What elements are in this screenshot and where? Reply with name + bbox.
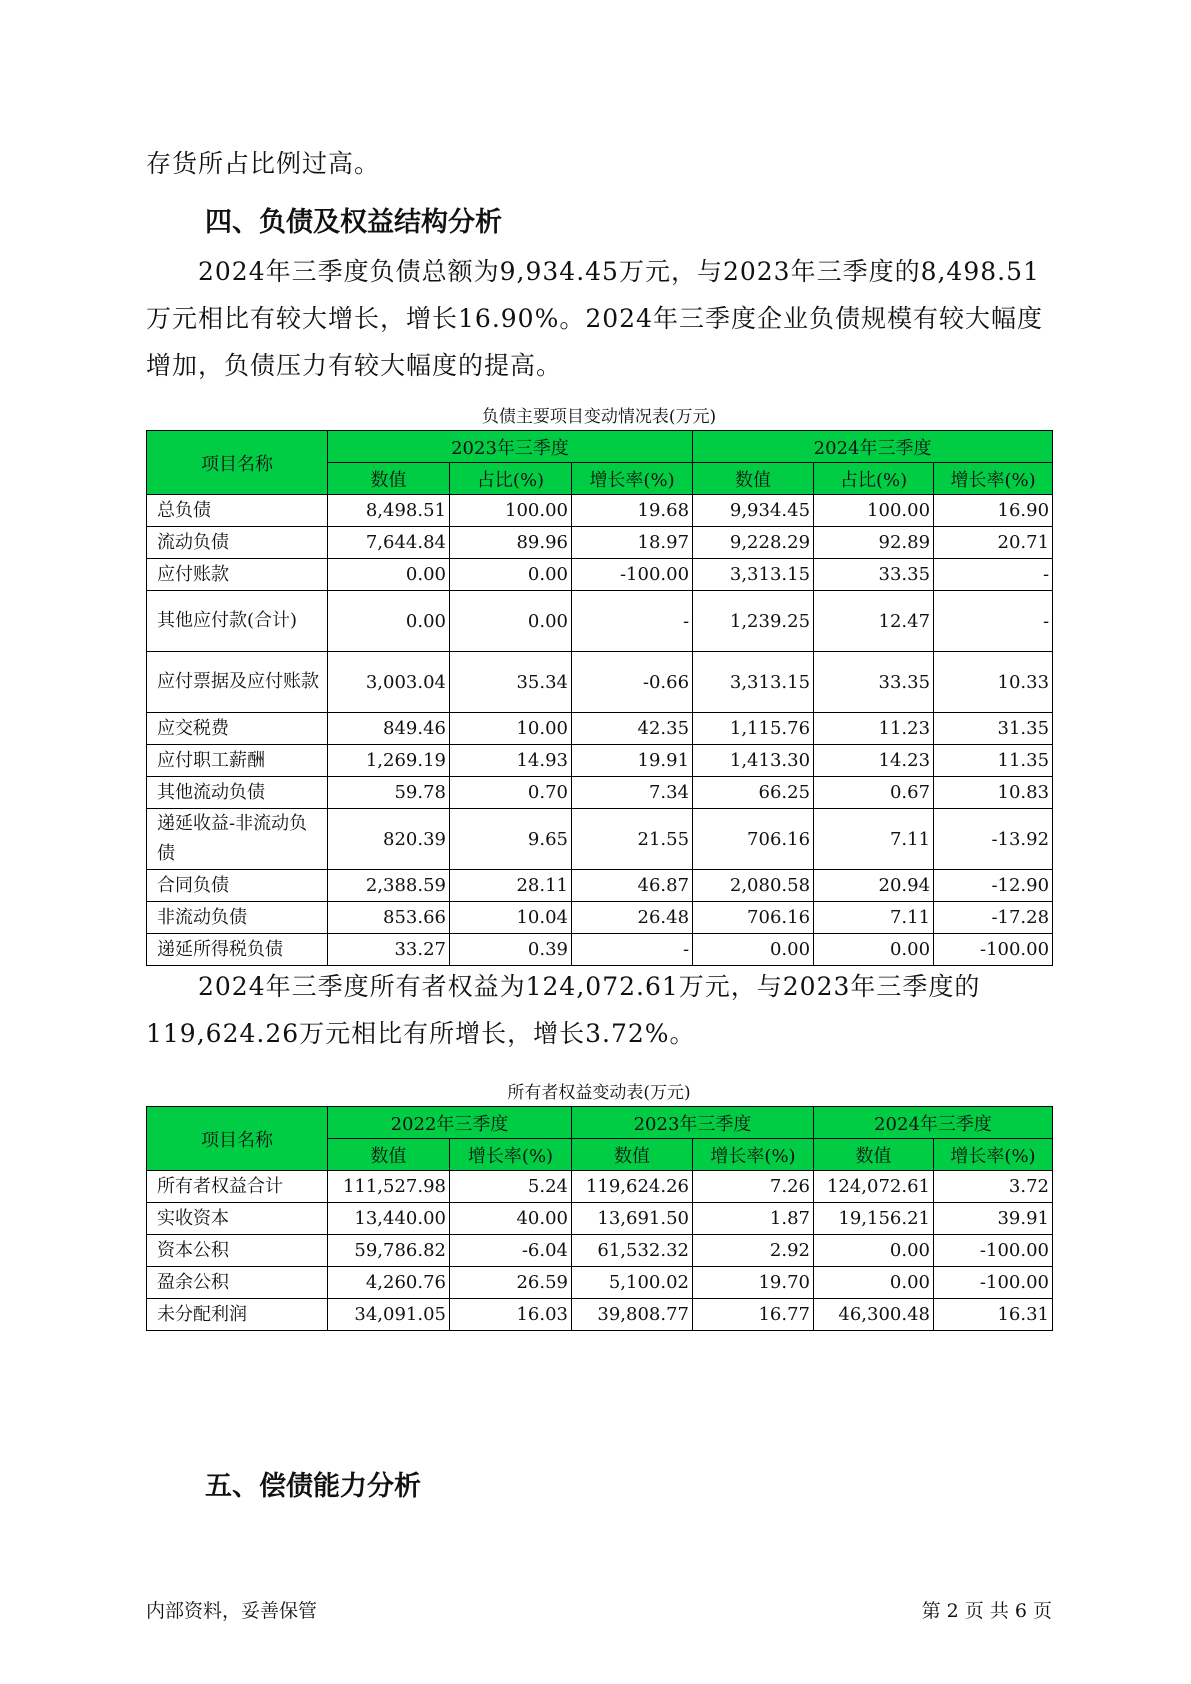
value-cell: 849.46 [328, 713, 450, 745]
value-cell: 59,786.82 [328, 1235, 450, 1267]
value-cell: 0.67 [814, 777, 934, 809]
equity-period-header: 2022年三季度 [328, 1107, 572, 1139]
liabilities-table-body [147, 495, 1053, 966]
value-cell: 16.90 [934, 495, 1053, 527]
row-label-cell: 应付账款 [147, 559, 328, 591]
row-label-cell: 应交税费 [147, 713, 328, 745]
value-cell: 13,691.50 [572, 1203, 693, 1235]
liabilities-header-row-periods [147, 431, 1053, 463]
value-cell: - [572, 591, 693, 652]
value-cell: 7.26 [693, 1171, 814, 1203]
value-cell: 7.34 [572, 777, 693, 809]
value-cell: 14.93 [450, 745, 572, 777]
value-cell: 16.03 [450, 1299, 572, 1331]
liabilities-subheader: 占比(%) [814, 463, 934, 495]
row-label-cell: 盈余公积 [147, 1267, 328, 1299]
liabilities-paragraph: 2024年三季度负债总额为9,934.45万元，与2023年三季度的8,498.51万元相比有较大增长，增长16.90%。2024年三季度企业负债规模有较大幅度增加，负债压力有较大幅度的提高。 [146, 257, 1043, 380]
value-cell: 21.55 [572, 809, 693, 870]
value-cell: 59.78 [328, 777, 450, 809]
row-label-cell: 递延所得税负债 [147, 934, 328, 966]
row-label-cell: 应付职工薪酬 [147, 745, 328, 777]
value-cell: 1,239.25 [693, 591, 814, 652]
value-cell: 0.00 [814, 1267, 934, 1299]
section-heading-solvency: 五、偿债能力分析 [205, 1471, 421, 1502]
equity-table-row [147, 1267, 1053, 1299]
value-cell: 20.71 [934, 527, 1053, 559]
value-cell: 13,440.00 [328, 1203, 450, 1235]
value-cell: 10.00 [450, 713, 572, 745]
value-cell: -100.00 [934, 1235, 1053, 1267]
value-cell: 100.00 [814, 495, 934, 527]
value-cell: 16.31 [934, 1299, 1053, 1331]
value-cell: 3,313.15 [693, 559, 814, 591]
value-cell: 31.35 [934, 713, 1053, 745]
row-label-cell: 总负债 [147, 495, 328, 527]
equity-header-row-periods [147, 1107, 1053, 1139]
row-label-cell: 资本公积 [147, 1235, 328, 1267]
value-cell: 19.68 [572, 495, 693, 527]
row-label-cell: 所有者权益合计 [147, 1171, 328, 1203]
value-cell: 0.00 [814, 1235, 934, 1267]
value-cell: 3,003.04 [328, 652, 450, 713]
equity-name-header: 项目名称 [147, 1107, 328, 1171]
equity-subheader: 增长率(%) [934, 1139, 1053, 1171]
value-cell: 8,498.51 [328, 495, 450, 527]
value-cell: - [934, 559, 1053, 591]
liabilities-table-row [147, 527, 1053, 559]
value-cell: 12.47 [814, 591, 934, 652]
value-cell: 5.24 [450, 1171, 572, 1203]
value-cell: 1.87 [693, 1203, 814, 1235]
value-cell: 18.97 [572, 527, 693, 559]
liabilities-subheader: 数值 [693, 463, 814, 495]
equity-table-body [147, 1171, 1053, 1331]
value-cell: 5,100.02 [572, 1267, 693, 1299]
equity-table-row [147, 1203, 1053, 1235]
value-cell: 119,624.26 [572, 1171, 693, 1203]
intro-line: 存货所占比例过高。 [146, 149, 381, 178]
value-cell: 1,115.76 [693, 713, 814, 745]
liabilities-table-row [147, 745, 1053, 777]
value-cell: -6.04 [450, 1235, 572, 1267]
row-label-cell: 递延收益-非流动负债 [147, 809, 328, 870]
value-cell: 124,072.61 [814, 1171, 934, 1203]
value-cell: 0.39 [450, 934, 572, 966]
liabilities-subheader: 增长率(%) [572, 463, 693, 495]
value-cell: 33.27 [328, 934, 450, 966]
value-cell: 0.00 [693, 934, 814, 966]
value-cell: 46,300.48 [814, 1299, 934, 1331]
value-cell: 19.91 [572, 745, 693, 777]
value-cell: 0.00 [814, 934, 934, 966]
liabilities-subheader: 数值 [328, 463, 450, 495]
value-cell: -12.90 [934, 870, 1053, 902]
row-label-cell: 流动负债 [147, 527, 328, 559]
value-cell: -13.92 [934, 809, 1053, 870]
value-cell: 40.00 [450, 1203, 572, 1235]
value-cell: -100.00 [934, 1267, 1053, 1299]
value-cell: - [572, 934, 693, 966]
row-label-cell: 实收资本 [147, 1203, 328, 1235]
value-cell: 11.23 [814, 713, 934, 745]
value-cell: 16.77 [693, 1299, 814, 1331]
equity-table-caption: 所有者权益变动表(万元) [507, 1083, 691, 1103]
value-cell: 35.34 [450, 652, 572, 713]
liabilities-table-row [147, 777, 1053, 809]
liabilities-table-row [147, 652, 1053, 713]
value-cell: -100.00 [572, 559, 693, 591]
liabilities-table-row [147, 495, 1053, 527]
value-cell: 100.00 [450, 495, 572, 527]
value-cell: 9,934.45 [693, 495, 814, 527]
equity-paragraph: 2024年三季度所有者权益为124,072.61万元，与2023年三季度的119,624.26万元相比有所增长，增长3.72%。 [146, 972, 981, 1048]
value-cell: 3,313.15 [693, 652, 814, 713]
value-cell: 2,388.59 [328, 870, 450, 902]
equity-table-row [147, 1171, 1053, 1203]
row-label-cell: 非流动负债 [147, 902, 328, 934]
row-label-cell: 其他应付款(合计) [147, 591, 328, 652]
value-cell: 706.16 [693, 902, 814, 934]
value-cell: 853.66 [328, 902, 450, 934]
liabilities-table-row [147, 934, 1053, 966]
value-cell: 42.35 [572, 713, 693, 745]
value-cell: 111,527.98 [328, 1171, 450, 1203]
value-cell: 92.89 [814, 527, 934, 559]
value-cell: 26.59 [450, 1267, 572, 1299]
equity-subheader: 数值 [328, 1139, 450, 1171]
value-cell: 7,644.84 [328, 527, 450, 559]
row-label-cell: 应付票据及应付账款 [147, 652, 328, 713]
equity-table-row [147, 1299, 1053, 1331]
liabilities-table-row [147, 591, 1053, 652]
liabilities-subheader: 占比(%) [450, 463, 572, 495]
value-cell: 26.48 [572, 902, 693, 934]
row-label-cell: 未分配利润 [147, 1299, 328, 1331]
liabilities-table [146, 430, 1053, 966]
value-cell: 0.00 [328, 559, 450, 591]
value-cell: 2,080.58 [693, 870, 814, 902]
value-cell: 14.23 [814, 745, 934, 777]
value-cell: -17.28 [934, 902, 1053, 934]
value-cell: 4,260.76 [328, 1267, 450, 1299]
value-cell: 34,091.05 [328, 1299, 450, 1331]
liabilities-table-row [147, 809, 1053, 870]
liabilities-table-row [147, 713, 1053, 745]
value-cell: 1,269.19 [328, 745, 450, 777]
liabilities-period-header: 2024年三季度 [693, 431, 1053, 463]
value-cell: 33.35 [814, 559, 934, 591]
value-cell: 7.11 [814, 809, 934, 870]
value-cell: 28.11 [450, 870, 572, 902]
equity-subheader: 数值 [814, 1139, 934, 1171]
section-heading-liabilities: 四、负债及权益结构分析 [205, 207, 502, 238]
liabilities-period-header: 2023年三季度 [328, 431, 693, 463]
value-cell: 19.70 [693, 1267, 814, 1299]
equity-subheader: 增长率(%) [693, 1139, 814, 1171]
value-cell: 39.91 [934, 1203, 1053, 1235]
liabilities-name-header: 项目名称 [147, 431, 328, 495]
equity-table-row [147, 1235, 1053, 1267]
value-cell: 10.83 [934, 777, 1053, 809]
liabilities-table-row [147, 870, 1053, 902]
value-cell: 0.00 [328, 591, 450, 652]
value-cell: 9,228.29 [693, 527, 814, 559]
equity-period-header: 2024年三季度 [814, 1107, 1053, 1139]
liabilities-table-caption: 负债主要项目变动情况表(万元) [481, 407, 717, 427]
value-cell: 10.33 [934, 652, 1053, 713]
row-label-cell: 其他流动负债 [147, 777, 328, 809]
value-cell: 39,808.77 [572, 1299, 693, 1331]
liabilities-subheader: 增长率(%) [934, 463, 1053, 495]
value-cell: 10.04 [450, 902, 572, 934]
value-cell: 33.35 [814, 652, 934, 713]
row-label-cell: 合同负债 [147, 870, 328, 902]
value-cell: 2.92 [693, 1235, 814, 1267]
value-cell: 46.87 [572, 870, 693, 902]
value-cell: 61,532.32 [572, 1235, 693, 1267]
value-cell: 11.35 [934, 745, 1053, 777]
value-cell: -100.00 [934, 934, 1053, 966]
equity-period-header: 2023年三季度 [572, 1107, 814, 1139]
equity-subheader: 增长率(%) [450, 1139, 572, 1171]
value-cell: 820.39 [328, 809, 450, 870]
value-cell: 66.25 [693, 777, 814, 809]
value-cell: 0.00 [450, 559, 572, 591]
footer-confidential-note: 内部资料，妥善保管 [146, 1600, 318, 1622]
value-cell: 7.11 [814, 902, 934, 934]
value-cell: 706.16 [693, 809, 814, 870]
value-cell: 9.65 [450, 809, 572, 870]
footer-page-number: 第 2 页 共 6 页 [921, 1600, 1052, 1622]
liabilities-table-row [147, 559, 1053, 591]
value-cell: 19,156.21 [814, 1203, 934, 1235]
liabilities-table-row [147, 902, 1053, 934]
value-cell: 1,413.30 [693, 745, 814, 777]
equity-subheader: 数值 [572, 1139, 693, 1171]
value-cell: 3.72 [934, 1171, 1053, 1203]
value-cell: 20.94 [814, 870, 934, 902]
value-cell: 0.70 [450, 777, 572, 809]
value-cell: 0.00 [450, 591, 572, 652]
value-cell: -0.66 [572, 652, 693, 713]
value-cell: 89.96 [450, 527, 572, 559]
equity-table [146, 1106, 1053, 1331]
value-cell: - [934, 591, 1053, 652]
